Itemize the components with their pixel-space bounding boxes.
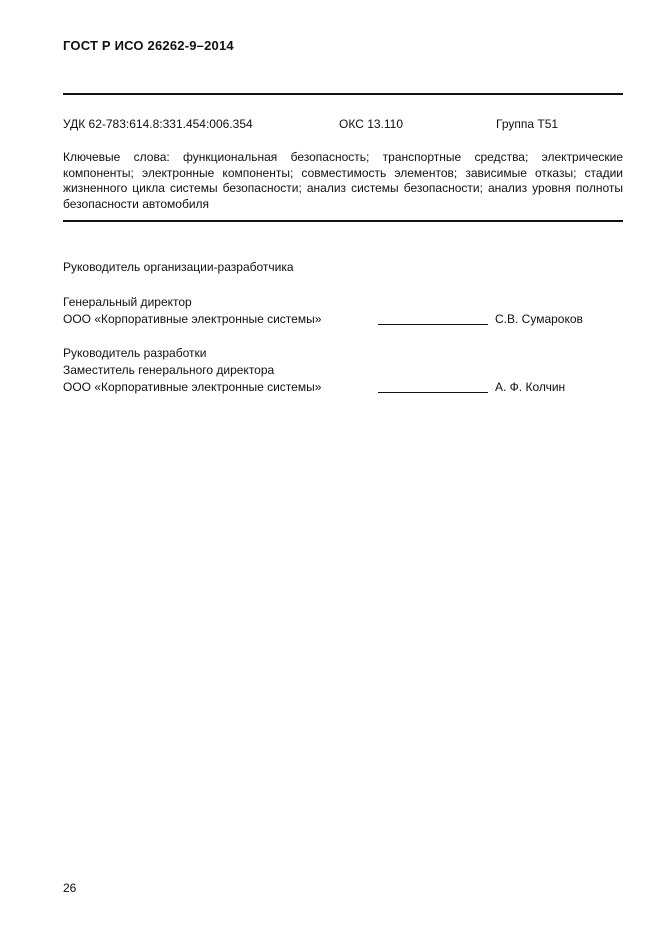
signatory-row: [63, 311, 623, 328]
oks-code: ОКС 13.110: [339, 117, 404, 131]
signatory-organization: ООО «Корпоративные электронные системы»: [63, 380, 322, 394]
developer-head-label: Руководитель организации-разработчика: [63, 260, 294, 274]
signatory-block-2: [63, 345, 623, 396]
signatory-block-1: [63, 294, 623, 328]
developer-head-heading: [63, 259, 623, 276]
signature-line: [378, 311, 488, 325]
signatory-title: Генеральный директор: [63, 295, 192, 309]
keywords-paragraph: Ключевые слова: функциональная безопасность; транспортные средства; электрические компоненты; электронные компоненты; совместимость элементов; зависимые отказы; стадии жизненного цикла системы безопасности; анализ системы безопасности; анализ уровня полноты безопасности автомобиля: [63, 150, 623, 211]
page-number: 26: [63, 881, 77, 895]
bottom-rule: [63, 220, 623, 222]
signatory-title: Заместитель генерального директора: [63, 363, 275, 377]
signatory-name: А. Ф. Колчин: [495, 380, 566, 394]
udk-code: УДК 62-783:614.8:331.454:006.354: [63, 117, 253, 131]
group-code: Группа Т51: [496, 117, 559, 131]
signatory-name: С.В. Сумароков: [495, 312, 583, 326]
signature-line: [378, 379, 488, 393]
top-rule: [63, 93, 623, 95]
signatory-organization: ООО «Корпоративные электронные системы»: [63, 312, 322, 326]
signatory-role: Руководитель разработки: [63, 346, 207, 360]
signatory-row: [63, 379, 623, 396]
standard-code: ГОСТ Р ИСО 26262-9–2014: [63, 38, 234, 53]
